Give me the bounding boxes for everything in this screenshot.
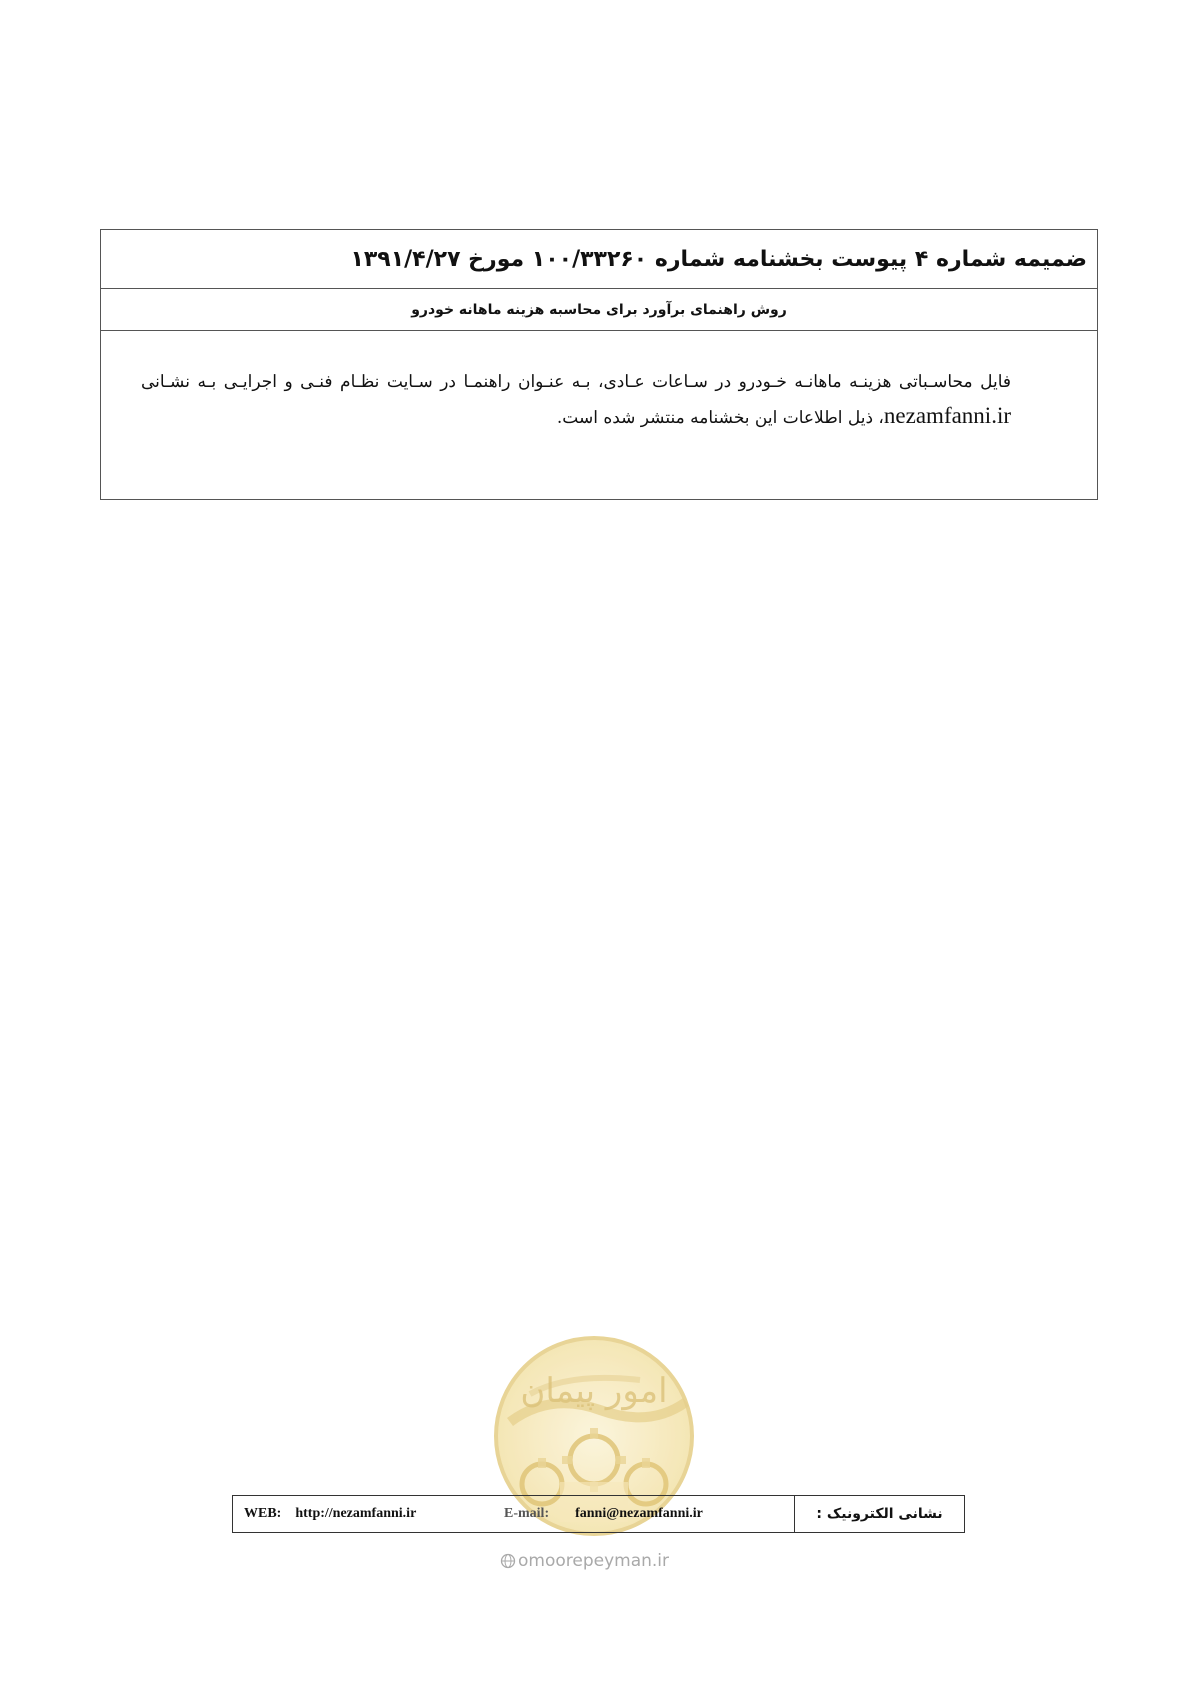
- globe-icon: [500, 1553, 516, 1569]
- document-subtitle: روش راهنمای برآورد برای محاسبه هزینه ماهانه خودرو: [101, 289, 1097, 331]
- circular-box: [100, 229, 1098, 500]
- website-link[interactable]: nezamfanni.ir: [883, 403, 1011, 428]
- email-label: E-mail:: [504, 1506, 550, 1521]
- seal-text: امور پیمان: [520, 1371, 668, 1411]
- body-end-text: ، ذیل اطلاعات این بخشنامه منتشر شده است.: [556, 408, 884, 428]
- watermark: [500, 1551, 669, 1571]
- body-main-text: فایل محاسـباتی هزینـه ماهانـه خـودرو در سـاعات عـادی، بـه عنـوان راهنمـا در سـایت نظـام فنـی و اجرایـی بـه نشـانی: [141, 372, 1011, 392]
- email-cell: [504, 1506, 794, 1522]
- address-label: نشانی الکترونیک :: [794, 1496, 964, 1532]
- document-title: ضمیمه شماره ۴ پیوست بخشنامه شماره ۱۰۰/۳۳۲۶۰ مورخ ۱۳۹۱/۴/۲۷: [101, 230, 1097, 289]
- web-cell: [233, 1506, 504, 1522]
- web-label: WEB:: [244, 1506, 282, 1521]
- contact-footer: [232, 1495, 965, 1533]
- email-link[interactable]: fanni@nezamfanni.ir: [575, 1506, 703, 1521]
- watermark-text: omoorepeyman.ir: [518, 1551, 670, 1571]
- web-link[interactable]: http://nezamfanni.ir: [295, 1506, 417, 1521]
- document-body: [101, 331, 1097, 435]
